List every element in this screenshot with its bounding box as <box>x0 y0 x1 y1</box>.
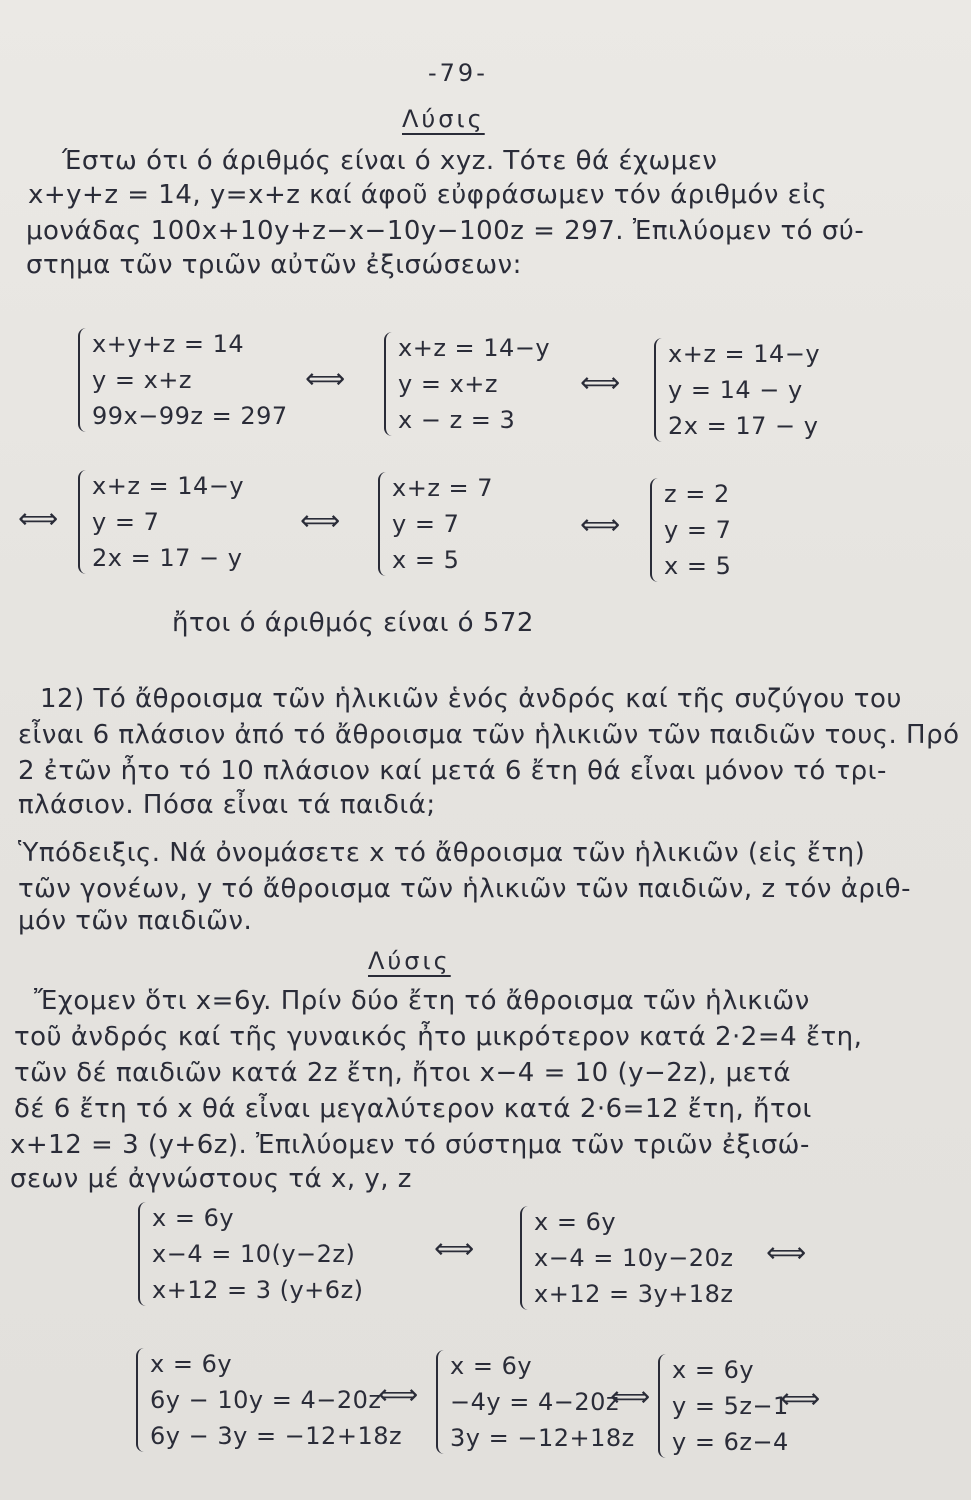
equation: x = 6y <box>152 1204 235 1232</box>
paragraph-2-line-1: Ἔχομεν ὅτι x=6y. Πρίν δύο ἔτη τό ἄθροισμα τῶν ἡλικιῶν <box>34 986 810 1016</box>
equation: 6y − 10y = 4−20z <box>150 1386 382 1414</box>
equation: x+12 = 3y+18z <box>534 1280 734 1308</box>
paragraph-1-line-2: x+y+z = 14, y=x+z καί άφοῦ εὐφράσωμεν τόν άριθμόν εἰς <box>28 180 828 210</box>
paragraph-1-line-1: Έστω ότι ό άριθμός είναι ό xyz. Τότε θά έχωμεν <box>62 146 718 176</box>
equation: x = 6y <box>672 1356 755 1384</box>
problem-line-1: 12) Τό ἄθροισμα τῶν ἡλικιῶν ἑνός ἀνδρός καί τῆς συζύγου του <box>40 684 902 714</box>
equation: 2x = 17 − y <box>92 544 243 572</box>
problem-line-2: εἶναι 6 πλάσιον ἀπό τό ἄθροισμα τῶν ἡλικιῶν τῶν παιδιῶν τους. Πρό <box>18 720 960 750</box>
brace <box>378 472 390 576</box>
system-d <box>78 468 278 576</box>
brace <box>78 328 90 432</box>
system-f <box>650 476 770 584</box>
paragraph-1-line-3: μονάδας 100x+10y+z−x−10y−100z = 297. Ἐπιλύομεν τό σύ- <box>26 216 865 246</box>
paragraph-2-line-3: τῶν δέ παιδιῶν κατά 2z ἔτη, ἤτοι x−4 = 10 (y−2z), μετά <box>14 1058 792 1088</box>
equation: y = 6z−4 <box>672 1428 789 1456</box>
equation: 6y − 3y = −12+18z <box>150 1422 403 1450</box>
paragraph-2-line-4: δέ 6 ἔτη τό x θά εἶναι μεγαλύτερον κατά 2·6=12 ἔτη, ἤτοι <box>14 1094 812 1124</box>
system-a <box>78 326 338 434</box>
paragraph-1-line-4: στημα τῶν τριῶν αὐτῶν ἐξισώσεων: <box>26 250 522 280</box>
equation: 2x = 17 − y <box>668 412 819 440</box>
equation: x = 6y <box>534 1208 617 1236</box>
brace <box>78 470 90 574</box>
equation: y = x+z <box>398 370 498 398</box>
equation: x+z = 7 <box>392 474 494 502</box>
equation: x = 6y <box>450 1352 533 1380</box>
hint-line-1: Ὑπόδειξις. Νά ὀνομάσετε x τό ἄθροισμα τῶν ἡλικιῶν (εἰς ἔτη) <box>18 838 866 868</box>
brace <box>650 478 662 582</box>
equation: x+z = 14−y <box>398 334 551 362</box>
problem-line-4: πλάσιον. Πόσα εἶναι τά παιδιά; <box>18 790 436 820</box>
heading-solution-1: Λύσις <box>402 105 485 133</box>
equation: 99x−99z = 297 <box>92 402 288 430</box>
equation: x−4 = 10y−20z <box>534 1244 734 1272</box>
equation: z = 2 <box>664 480 730 508</box>
equivalence-arrow: ⟺ <box>766 1236 807 1269</box>
brace <box>136 1348 148 1452</box>
heading-solution-2: Λύσις <box>368 947 451 975</box>
equivalence-arrow: ⟺ <box>434 1232 475 1265</box>
brace <box>658 1354 670 1458</box>
brace <box>384 332 396 436</box>
equation: x = 5 <box>392 546 460 574</box>
brace <box>520 1206 532 1310</box>
equivalence-arrow: ⟺ <box>610 1380 651 1413</box>
paragraph-2-line-2: τοῦ ἀνδρός καί τῆς γυναικός ἦτο μικρότερον κατά 2·2=4 ἔτη, <box>14 1022 863 1052</box>
system-g <box>138 1200 408 1308</box>
hint-line-3: μόν τῶν παιδιῶν. <box>18 906 253 936</box>
result-line: ἤτοι ό άριθμός είναι ό 572 <box>172 608 534 638</box>
equation: y = 7 <box>92 508 160 536</box>
equivalence-arrow: ⟺ <box>780 1382 821 1415</box>
brace <box>654 338 666 442</box>
equation: x−4 = 10(y−2z) <box>152 1240 356 1268</box>
equation: x+z = 14−y <box>668 340 821 368</box>
equivalence-arrow: ⟺ <box>580 366 621 399</box>
brace <box>138 1202 150 1306</box>
system-i <box>136 1346 403 1454</box>
equation: −4y = 4−20z <box>450 1388 619 1416</box>
equation: x − z = 3 <box>398 406 516 434</box>
paragraph-2-line-5: x+12 = 3 (y+6z). Ἐπιλύομεν τό σύστημα τῶν τριῶν ἐξισώ- <box>10 1130 810 1160</box>
equivalence-arrow: ⟺ <box>580 508 621 541</box>
system-c <box>654 336 834 444</box>
equivalence-arrow: ⟺ <box>18 502 59 535</box>
equation: y = 14 − y <box>668 376 803 404</box>
system-e <box>378 470 538 578</box>
system-k <box>658 1352 789 1460</box>
equation: y = 5z−1 <box>672 1392 789 1420</box>
system-h <box>520 1204 760 1312</box>
equation: x = 5 <box>664 552 732 580</box>
problem-line-3: 2 ἐτῶν ἦτο τό 10 πλάσιον καί μετά 6 ἔτη θά εἶναι μόνον τό τρι- <box>18 756 887 786</box>
equation: x+z = 14−y <box>92 472 245 500</box>
system-b <box>384 330 564 438</box>
page-number: -79- <box>428 59 488 87</box>
equation: x+y+z = 14 <box>92 330 245 358</box>
equivalence-arrow: ⟺ <box>305 362 346 395</box>
equation: 3y = −12+18z <box>450 1424 635 1452</box>
equation: y = x+z <box>92 366 192 394</box>
equivalence-arrow: ⟺ <box>378 1378 419 1411</box>
equation: x = 6y <box>150 1350 233 1378</box>
equation: x+12 = 3 (y+6z) <box>152 1276 364 1304</box>
equivalence-arrow: ⟺ <box>300 504 341 537</box>
paragraph-2-line-6: σεων μέ ἀγνώστους τά x, y, z <box>10 1164 412 1194</box>
hint-line-2: τῶν γονέων, y τό ἄθροισμα τῶν ἡλικιῶν τῶν παιδιῶν, z τόν ἀριθ- <box>18 874 911 904</box>
equation: y = 7 <box>664 516 732 544</box>
equation: y = 7 <box>392 510 460 538</box>
system-j <box>436 1348 635 1456</box>
brace <box>436 1350 448 1454</box>
